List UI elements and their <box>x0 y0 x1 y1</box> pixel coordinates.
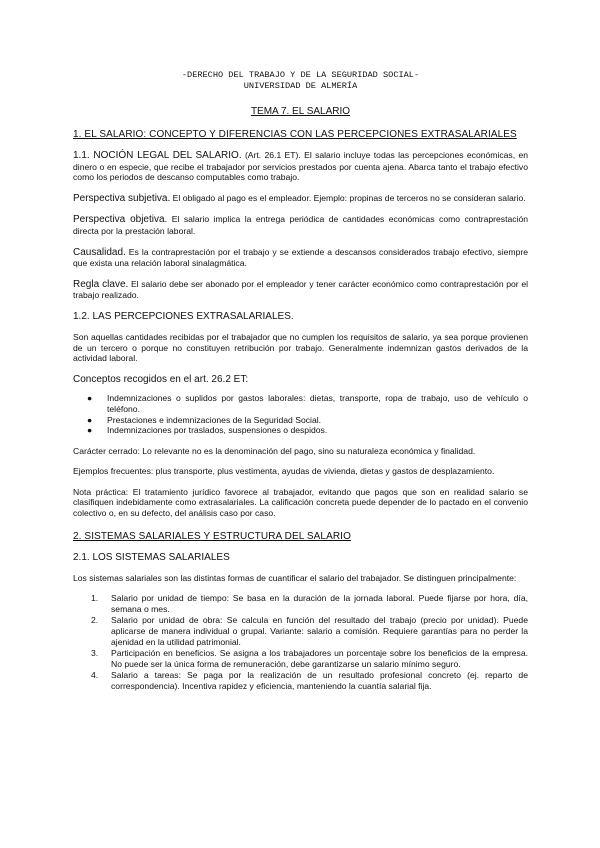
list-number: 3. <box>91 648 99 659</box>
list-item <box>73 415 528 426</box>
paragraph-text: Es la contraprestación por el trabajo y se extiende a descansos considerados trabajo efectivo, siempre que exista una relación laboral sinalagmática. <box>73 246 528 269</box>
list-item <box>73 615 528 647</box>
paragraph-lead: 1.1. NOCIÓN LEGAL DEL SALARIO. <box>73 150 242 161</box>
course-title: -DERECHO DEL TRABAJO Y DE LA SEGURIDAD SOCIAL- <box>181 70 420 80</box>
list-item <box>73 670 528 691</box>
paragraph-percepciones: Son aquellas cantidades recibidas por el trabajador que no cumplen los requisitos de salario, ya sea porque provienen de un tercero o porque no constituyen retribución por trabajo. Generalmente indemnizan gastos derivados de la actividad laboral. <box>73 331 528 364</box>
list-number: 2. <box>91 615 99 626</box>
sistemas-list <box>73 593 528 691</box>
paragraph-lead: Causalidad. <box>73 246 126 258</box>
document-body <box>73 70 528 693</box>
paragraph-perspectiva-subjetiva <box>73 193 528 205</box>
conceptos-list <box>73 393 528 435</box>
list-item-text: Participación en beneficios. Se asigna a los trabajadores un porcentaje sobre los beneficios de la empresa. No puede ser la única forma de remuneración, debe garantizarse un salario mínimo seguro. <box>111 648 528 669</box>
list-item <box>73 648 528 669</box>
list-item-text: Indemnizaciones o suplidos por gastos laborales: dietas, transporte, ropa de trabajo, uso de vehículo o teléfono. <box>107 393 528 414</box>
paragraph-lead: Perspectiva subjetiva. <box>73 192 171 204</box>
list-item <box>73 393 528 414</box>
paragraph-caracter-cerrado: Carácter cerrado: Lo relevante no es la denominación del pago, sino su naturaleza económica y finalidad. <box>73 445 476 456</box>
list-number: 4. <box>91 670 99 681</box>
paragraph-text: (Art. 26.1 ET). El salario incluye todas las percepciones económicas, en dinero o en especie, que recibe el trabajador por servicios prestados por cuenta ajena. Abarca tanto el trabajo efectivo como los periodos de descanso computables como trabajo. <box>73 150 529 183</box>
paragraph-ejemplos: Ejemplos frecuentes: plus transporte, plus vestimenta, ayudas de vivienda, dietas y gastos de desplazamiento. <box>73 466 495 477</box>
list-item-text: Prestaciones e indemnizaciones de la Seguridad Social. <box>107 414 322 425</box>
list-item-text: Salario por unidad de obra: Se calcula en función del resultado del trabajo (precio por unidad). Puede aplicarse de manera individual o grupal. Variante: salario a comisión. Requiere garantías para no perder la ajenidad en la utilidad patrimonial. <box>111 615 528 647</box>
list-item-text: Salario a tareas: Se paga por la realización de un resultado profesional concreto (ej. reparto de correspondencia). Incentiva rapidez y eficiencia, manteniendo la cuantía salarial fija. <box>111 670 528 691</box>
paragraph-text: El salario debe ser abonado por el empleador y tener carácter económico como contraprestación por el trabajo realizado. <box>73 278 529 301</box>
conceptos-label: Conceptos recogidos en el art. 26.2 ET: <box>73 373 249 385</box>
bullet-icon: ● <box>87 414 93 425</box>
paragraph-causalidad <box>73 247 528 269</box>
bullet-icon: ● <box>87 425 93 436</box>
list-item <box>73 425 528 436</box>
paragraph-perspectiva-objetiva <box>73 214 528 236</box>
topic-title: TEMA 7. EL SALARIO <box>250 106 351 117</box>
paragraph-text: El salario implica la entrega periódica de cantidades económicas como contraprestación directa por la prestación laboral. <box>73 214 529 236</box>
paragraph-text: El obligado al pago es el empleador. Ejemplo: propinas de terceros no se consideran salario. <box>170 192 526 203</box>
paragraph-sistemas: Los sistemas salariales son las distintas formas de cuantificar el salario del trabajador. Se distinguen principalmente: <box>73 572 517 583</box>
university-name: UNIVERSIDAD DE ALMERÍA <box>243 81 358 91</box>
paragraph-regla-clave <box>73 279 528 301</box>
section-2-1-heading: 2.1. LOS SISTEMAS SALARIALES <box>73 551 230 563</box>
section-2-heading: 2. SISTEMAS SALARIALES Y ESTRUCTURA DEL SALARIO <box>73 530 351 542</box>
paragraph-lead: Regla clave. <box>73 278 129 290</box>
list-item-text: Indemnizaciones por traslados, suspensiones o despidos. <box>107 425 328 436</box>
list-item-text: Salario por unidad de tiempo: Se basa en la duración de la jornada laboral. Puede fijarse por hora, día, semana o mes. <box>111 593 528 614</box>
list-item <box>73 593 528 614</box>
section-1-2-heading: 1.2. LAS PERCEPCIONES EXTRASALARIALES. <box>73 310 294 322</box>
paragraph-nota-practica: Nota práctica: El tratamiento jurídico favorece al trabajador, evitando que pagos que son en realidad salario se clasifiquen indebidamente como extrasalariales. La calificación concreta puede depender de lo pactado en el convenio colectivo o, en su defecto, del análisis caso por caso. <box>73 486 528 519</box>
paragraph-conceptos <box>73 374 528 386</box>
paragraph-nocion-legal <box>73 150 528 183</box>
paragraph-lead: Perspectiva objetiva. <box>73 214 168 226</box>
list-number: 1. <box>91 593 99 604</box>
bullet-icon: ● <box>87 393 93 404</box>
section-1-heading: 1. EL SALARIO: CONCEPTO Y DIFERENCIAS CON LAS PERCEPCIONES EXTRASALARIALES <box>73 129 517 140</box>
